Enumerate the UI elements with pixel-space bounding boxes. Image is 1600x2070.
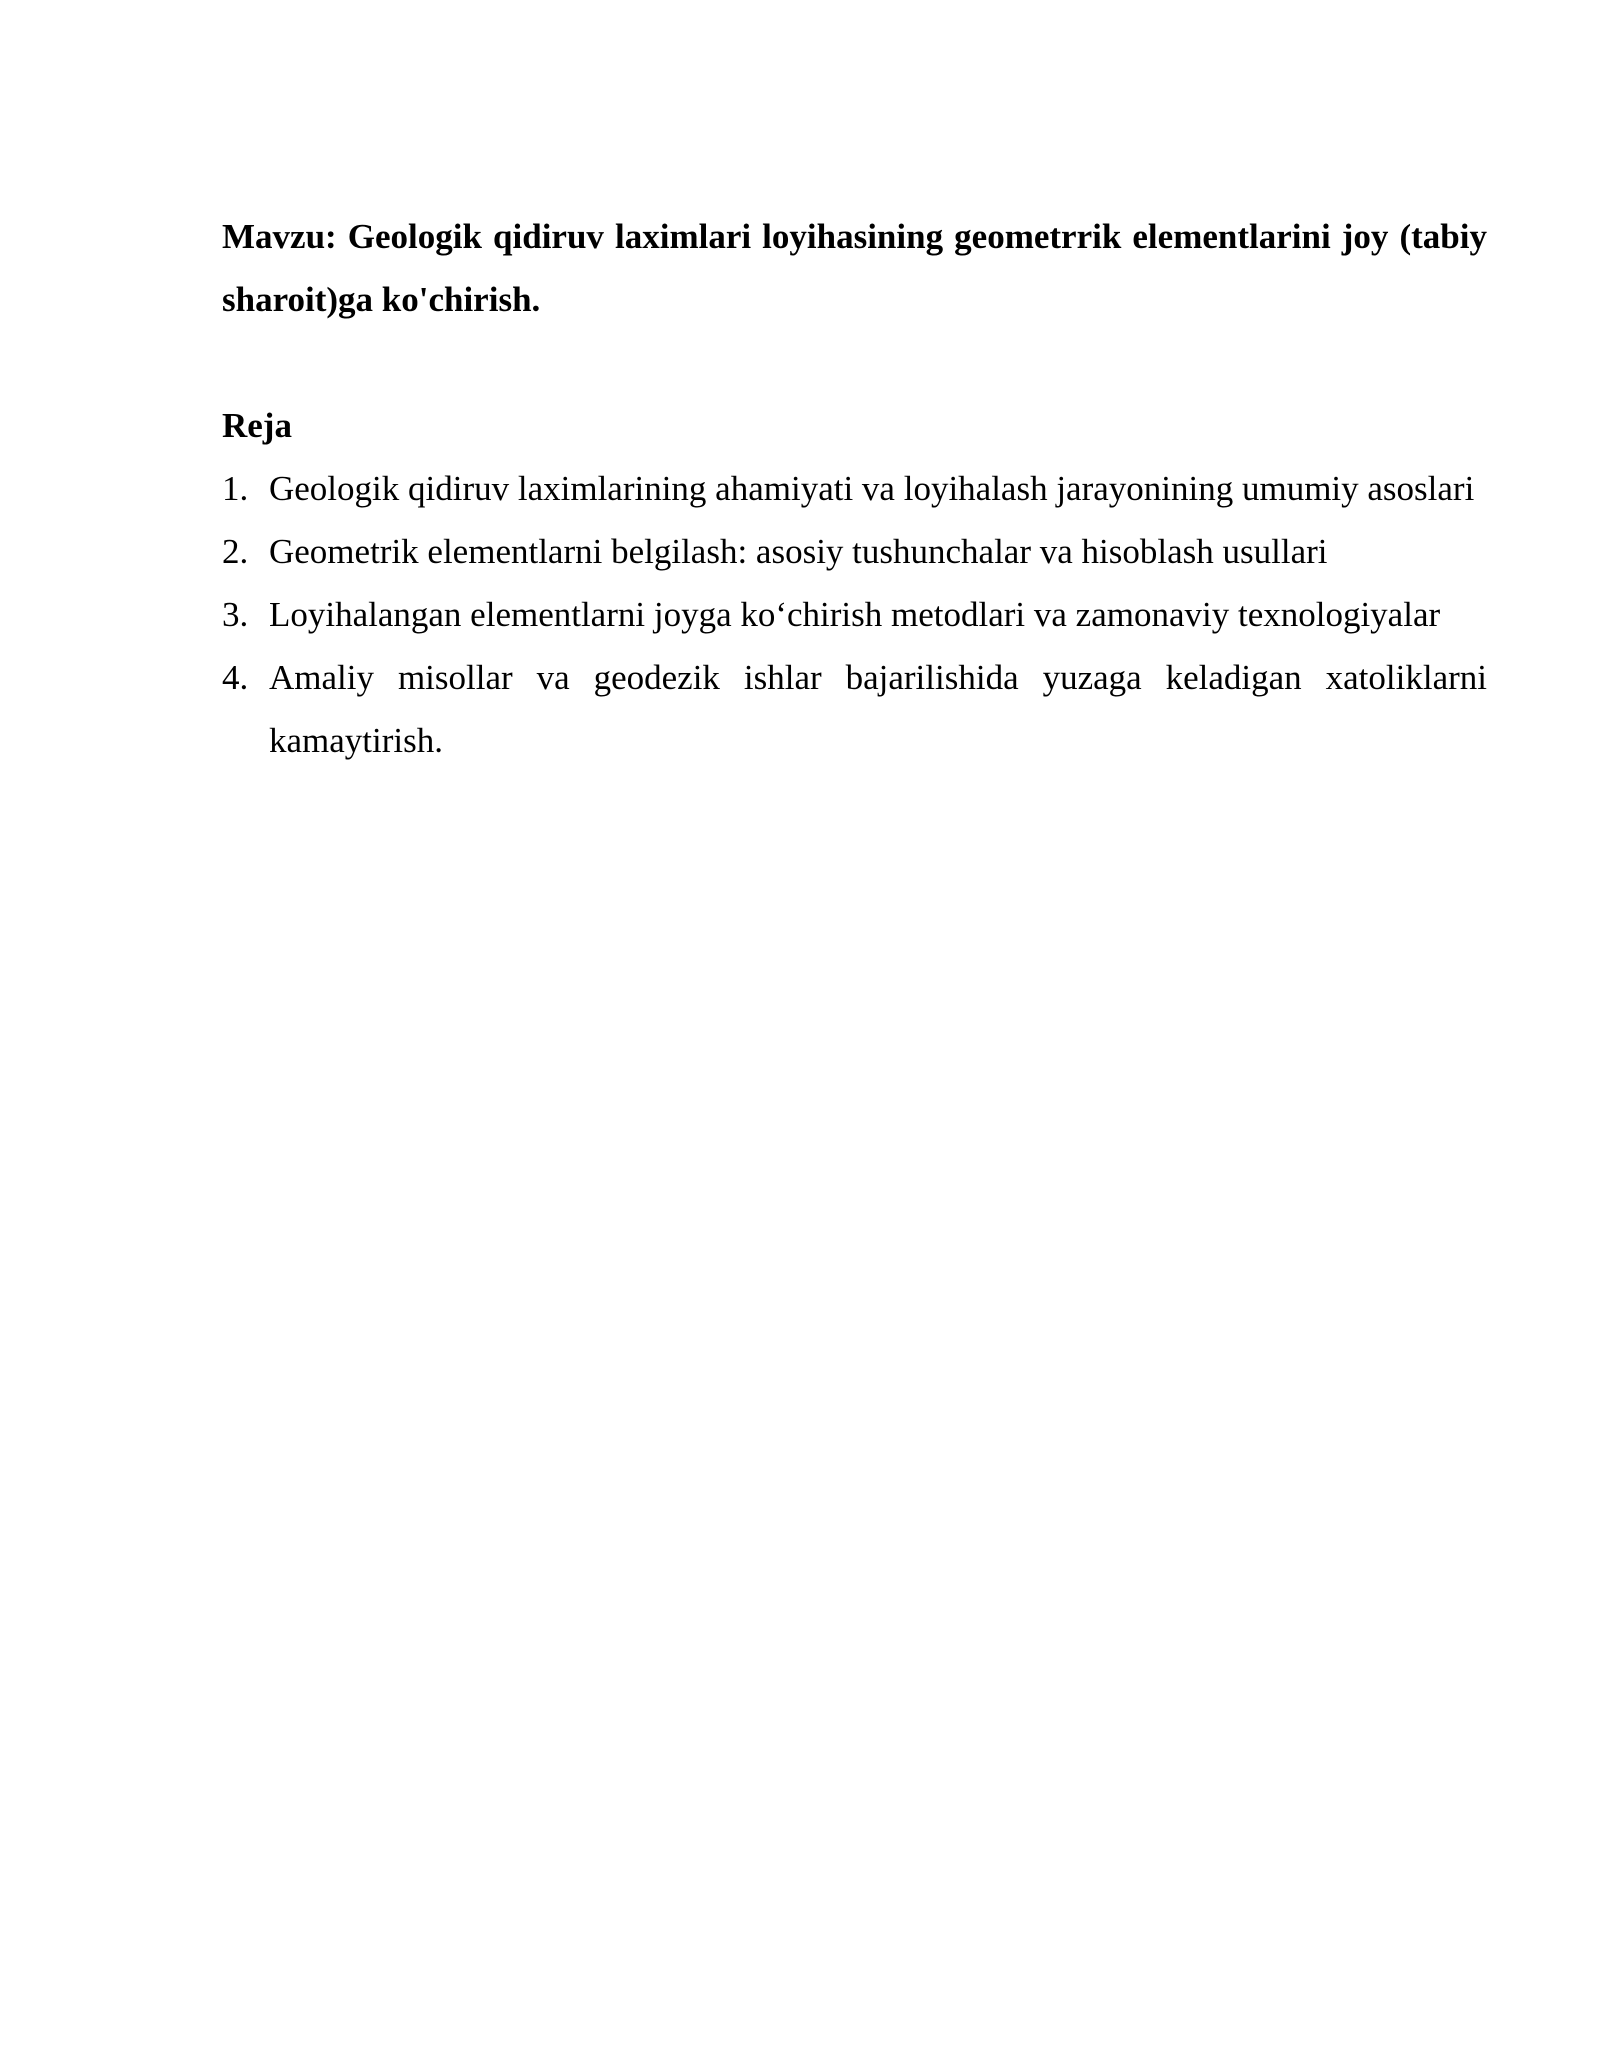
plan-item-1 — [222, 457, 1487, 520]
plan-item-number: 2. — [222, 532, 249, 571]
plan-item-number: 3. — [222, 595, 249, 634]
plan-item-3 — [222, 583, 1487, 646]
document-title: Mavzu: Geologik qidiruv laximlari loyihasining geometrrik elementlarini joy (tabiy sharoit)ga ko'chirish. — [222, 217, 1487, 319]
plan-item-text: Loyihalangan elementlarni joyga ko‘chirish metodlari va zamonaviy texnologiyalar — [269, 595, 1441, 634]
plan-list — [222, 457, 1487, 772]
plan-heading: Reja — [222, 406, 292, 445]
plan-item-text: Geologik qidiruv laximlarining ahamiyati va loyihalash jarayonining umumiy asoslari — [269, 469, 1475, 508]
plan-item-number: 1. — [222, 469, 249, 508]
plan-item-text: Amaliy misollar va geodezik ishlar bajarilishida yuzaga keladigan xatoliklarni kamaytirish. — [269, 658, 1487, 760]
plan-item-2 — [222, 520, 1487, 583]
plan-item-4 — [222, 646, 1487, 772]
plan-item-text: Geometrik elementlarni belgilash: asosiy tushunchalar va hisoblash usullari — [269, 532, 1328, 571]
plan-item-number: 4. — [222, 658, 249, 697]
document-page — [222, 205, 1487, 772]
